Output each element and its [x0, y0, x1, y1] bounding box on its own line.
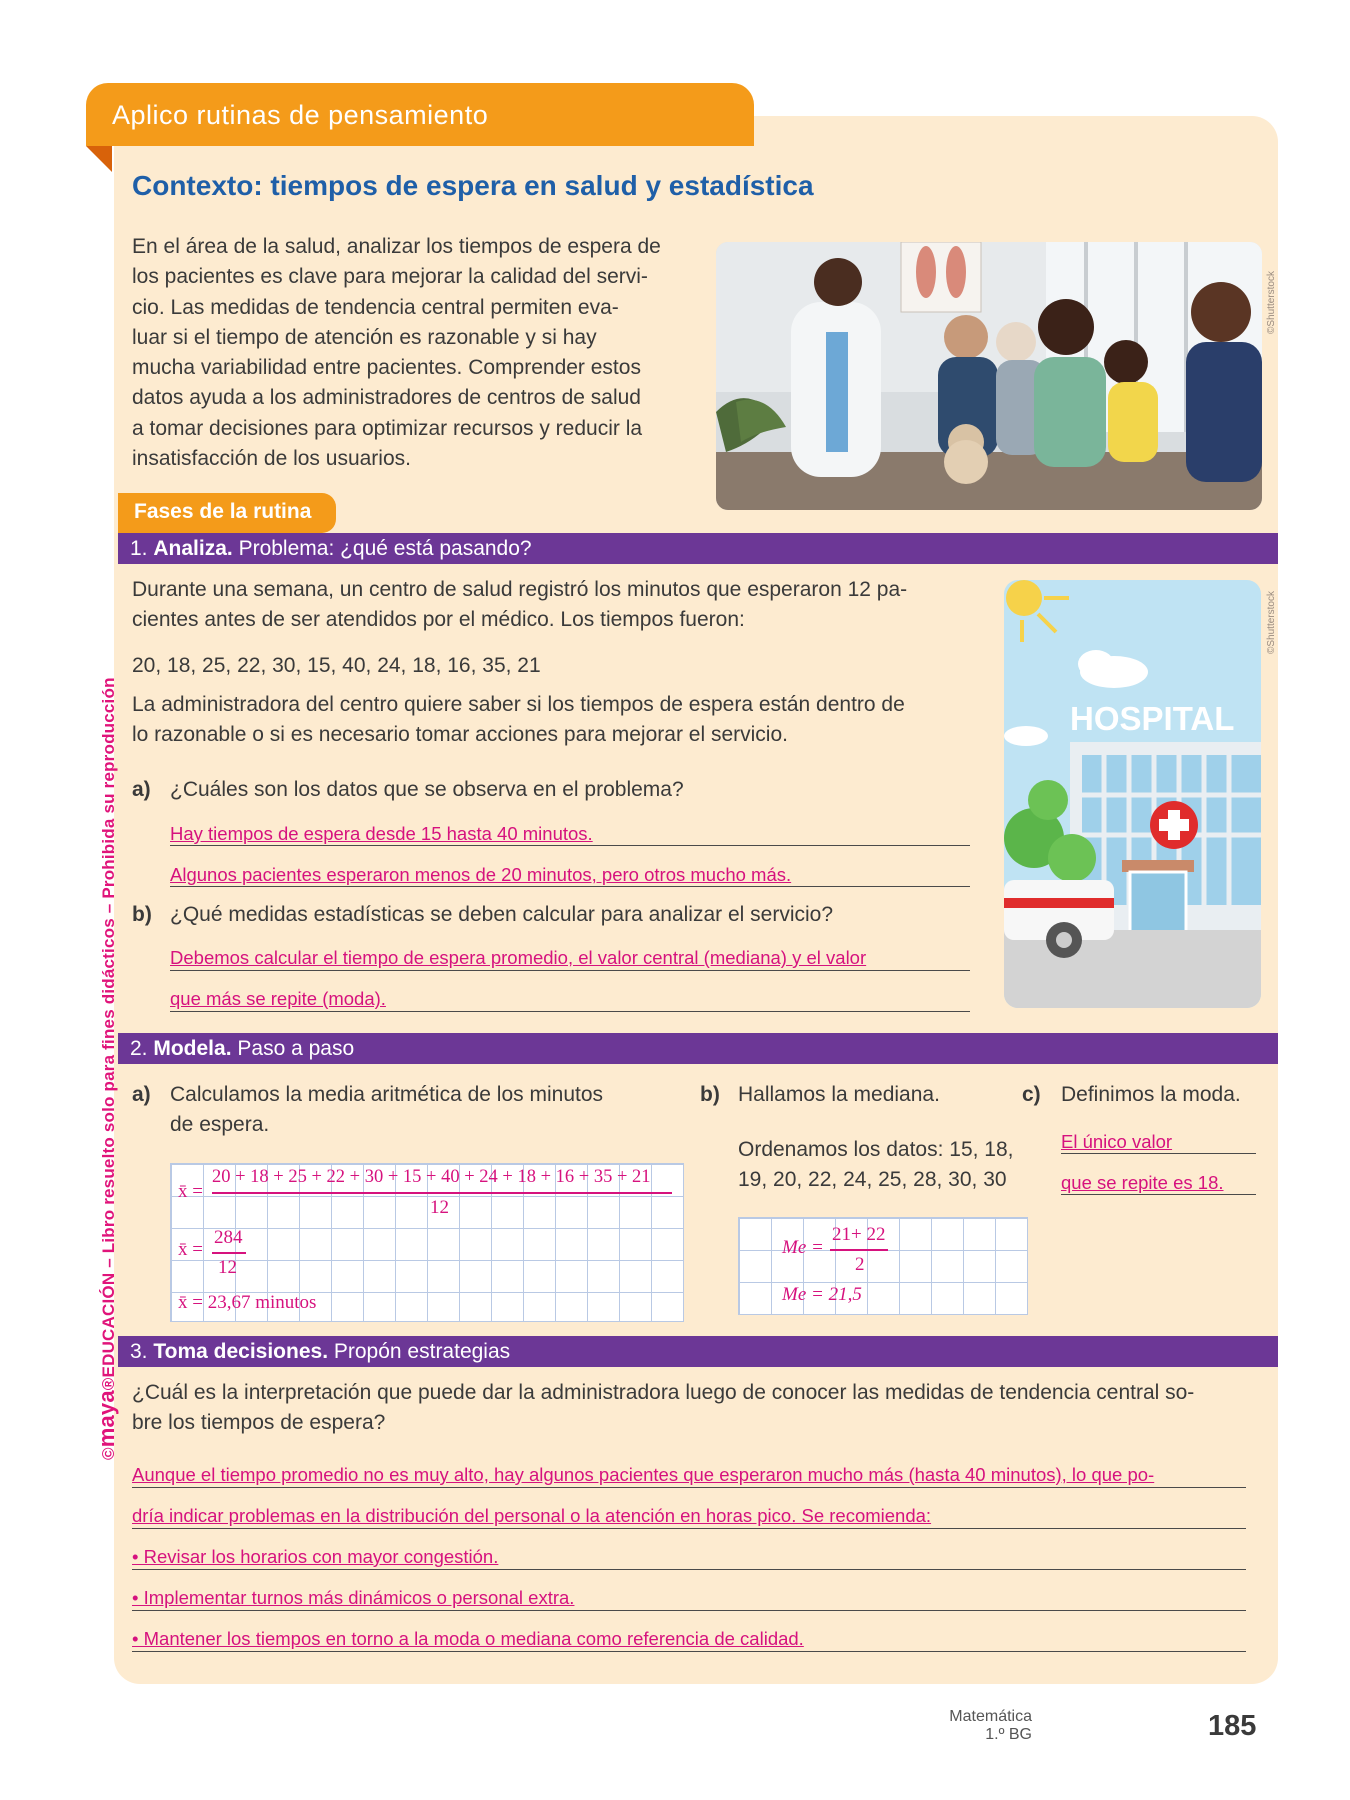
phase3-answer-3: • Revisar los horarios con mayor congestión.	[132, 1546, 499, 1567]
answer-line	[1061, 1194, 1256, 1195]
answer-line	[1061, 1153, 1256, 1154]
answer-line	[132, 1651, 1246, 1652]
footer-subject-name: Matemática	[949, 1708, 1032, 1725]
footer-grade: 1.º BG	[985, 1726, 1032, 1743]
phase2-header-bar	[118, 1033, 1278, 1064]
answer-line	[132, 1569, 1246, 1570]
mean-result: x̄ = 23,67 minutos	[178, 1292, 317, 1313]
fraction-bar	[212, 1252, 246, 1254]
context-title: Contexto: tiempos de espera en salud y estadística	[132, 170, 814, 201]
context-line: luar si el tiempo de atención es razonable y si hay	[132, 325, 597, 349]
phase1-question-line: La administradora del centro quiere saber si los tiempos de espera están dentro de	[132, 693, 905, 716]
section-header-title: Aplico rutinas de pensamiento	[112, 100, 489, 130]
waiting-room-photo	[716, 242, 1262, 510]
context-line: datos ayuda a los administradores de centros de salud	[132, 386, 641, 410]
phase1-title-bold: Analiza.	[153, 537, 233, 560]
phase3-title-rest: Propón estrategias	[333, 1340, 511, 1363]
copyright-symbol: ©	[99, 1447, 118, 1460]
phase3-question	[132, 1378, 1194, 1438]
phase3-title-bold: Toma decisiones.	[153, 1340, 329, 1363]
phase1-a-label: a)	[132, 778, 151, 801]
phases-label: Fases de la rutina	[134, 500, 312, 523]
fraction-bar	[212, 1192, 672, 1194]
context-line: los pacientes es clave para mejorar la calidad del servi-	[132, 265, 648, 289]
answer-line	[170, 970, 970, 971]
phase1-header-bar	[118, 533, 1278, 564]
phase3-answer-4: • Implementar turnos más dinámicos o personal extra.	[132, 1587, 575, 1608]
phase3-number: 3.	[130, 1340, 148, 1363]
photo-credit: ©Shutterstock	[1266, 271, 1277, 334]
context-line: insatisfacción de los usuarios.	[132, 447, 411, 471]
phase2-b-label: b)	[700, 1083, 720, 1106]
phase1-a-answer-2: Algunos pacientes esperaron menos de 20 minutos, pero otros mucho más.	[170, 864, 792, 885]
phase2-b-order	[738, 1135, 1014, 1195]
phase1-a-answer-1: Hay tiempos de espera desde 15 hasta 40 minutos.	[170, 823, 593, 844]
side-rest-text: EDUCACIÓN – Libro resuelto solo para fines didácticos – Prohibida su reproducción	[99, 677, 118, 1378]
phase2-c-answer-2: que se repite es 18.	[1061, 1172, 1224, 1193]
phase2-c-answer-1: El único valor	[1061, 1131, 1173, 1152]
mean-symbol: x̄ =	[178, 1181, 203, 1202]
median-numerator: 21+ 22	[832, 1224, 886, 1245]
context-line: a tomar decisiones para optimizar recursos y reducir la	[132, 416, 643, 440]
phase1-title-rest: Problema: ¿qué está pasando?	[238, 537, 532, 560]
mean-denominator-2: 12	[218, 1257, 237, 1278]
median-symbol: Me =	[782, 1237, 824, 1258]
answer-line	[132, 1610, 1246, 1611]
phase2-b-order-line: Ordenamos los datos: 15, 18,	[738, 1138, 1014, 1161]
context-line: En el área de la salud, analizar los tiempos de espera de	[132, 235, 661, 258]
phase3-question-line: ¿Cuál es la interpretación que puede dar la administradora luego de conocer las medidas de tendencia central so-	[132, 1381, 1195, 1404]
phase2-c-label: c)	[1022, 1083, 1041, 1106]
median-denominator: 2	[855, 1254, 865, 1275]
phase3-header-bar	[118, 1336, 1278, 1367]
illustration-credit: ©Shutterstock	[1266, 591, 1277, 654]
fraction-bar	[830, 1249, 888, 1251]
phase1-data-line: 20, 18, 25, 22, 30, 15, 40, 24, 18, 16, 35, 21	[132, 654, 541, 677]
median-result: Me = 21,5	[782, 1284, 862, 1305]
answer-line	[170, 886, 970, 887]
phase2-title-bold: Modela.	[153, 1037, 232, 1060]
mean-denominator: 12	[430, 1197, 449, 1218]
phase1-question	[132, 690, 905, 750]
registered-symbol: ®	[99, 1377, 118, 1391]
mean-numerator-2: 284	[214, 1227, 243, 1248]
context-line: mucha variabilidad entre pacientes. Comprender estos	[132, 356, 641, 380]
phase2-a-text-line: de espera.	[170, 1113, 270, 1136]
context-line: cio. Las medidas de tendencia central permiten eva-	[132, 295, 619, 319]
phase2-a-label: a)	[132, 1083, 151, 1106]
phase2-number: 2.	[130, 1037, 148, 1060]
phase3-question-line: bre los tiempos de espera?	[132, 1411, 386, 1434]
answer-line	[170, 1011, 970, 1012]
phase2-b-text: Hallamos la mediana.	[738, 1083, 940, 1106]
phase1-b-label: b)	[132, 903, 152, 926]
phase1-intro	[132, 575, 907, 635]
phase1-b-question: ¿Qué medidas estadísticas se deben calcular para analizar el servicio?	[170, 903, 834, 926]
brand-logo-text: maya	[94, 1390, 119, 1448]
hospital-drawing	[1004, 580, 1261, 1008]
phase1-intro-line: cientes antes de ser atendidos por el médico. Los tiempos fueron:	[132, 608, 745, 631]
answer-line	[132, 1487, 1246, 1488]
phase1-a-question: ¿Cuáles son los datos que se observa en el problema?	[170, 778, 684, 801]
phase2-title-rest: Paso a paso	[237, 1037, 355, 1060]
phase1-b-answer-1: Debemos calcular el tiempo de espera promedio, el valor central (mediana) y el valor	[170, 947, 867, 968]
phase1-b-answer-2: que más se repite (moda).	[170, 988, 386, 1009]
phase3-answer-2: dría indicar problemas en la distribución del personal o la atención en horas pico. Se recomienda:	[132, 1505, 932, 1526]
page-number: 185	[1208, 1710, 1257, 1742]
answer-line	[132, 1528, 1246, 1529]
phase2-a-text-line: Calculamos la media aritmética de los minutos	[170, 1083, 604, 1106]
phase1-intro-line: Durante una semana, un centro de salud registró los minutos que esperaron 12 pa-	[132, 578, 908, 601]
phase2-b-order-line: 19, 20, 22, 24, 25, 28, 30, 30	[738, 1168, 1007, 1191]
waiting-room-illustration	[716, 242, 1262, 510]
hospital-illustration	[1004, 580, 1261, 1008]
phase3-answer-1: Aunque el tiempo promedio no es muy alto, hay algunos pacientes que esperaron mucho más (hasta 40 minutos), lo que po-	[132, 1464, 1155, 1485]
phase1-question-line: lo razonable o si es necesario tomar acciones para mejorar el servicio.	[132, 723, 788, 746]
mean-numerator: 20 + 18 + 25 + 22 + 30 + 15 + 40 + 24 + 18 + 16 + 35 + 21	[212, 1167, 651, 1187]
hospital-sign-text: HOSPITAL	[1070, 700, 1235, 737]
context-paragraph	[132, 232, 682, 474]
footer-subject	[949, 1708, 1032, 1744]
mean-symbol-2: x̄ =	[178, 1239, 203, 1260]
phase2-c-text: Definimos la moda.	[1061, 1083, 1241, 1106]
phase3-answer-5: • Mantener los tiempos en torno a la moda o mediana como referencia de calidad.	[132, 1628, 804, 1649]
phase1-number: 1.	[130, 537, 148, 560]
phase2-a-text	[170, 1080, 603, 1140]
answer-line	[170, 845, 970, 846]
header-fold-decoration	[86, 146, 112, 172]
side-copyright-text	[94, 677, 120, 1460]
